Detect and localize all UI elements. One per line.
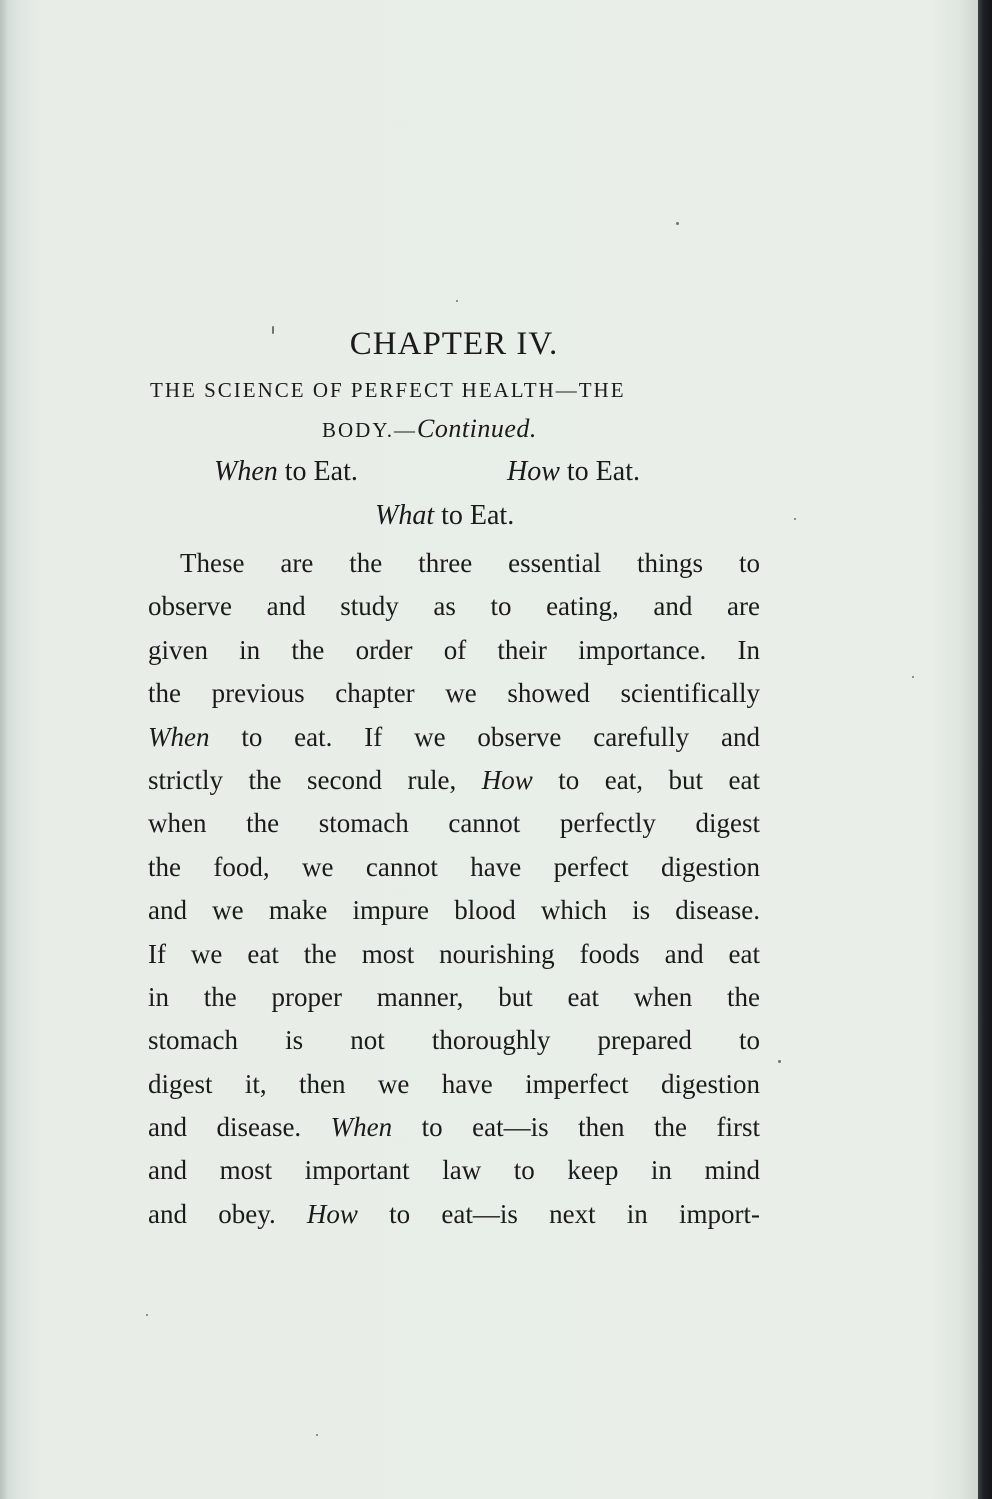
heading-how-rest: to Eat. xyxy=(559,456,640,487)
text-run: to eat—is then the first xyxy=(392,1112,760,1143)
heading-how-emphasis: How xyxy=(507,456,560,487)
text-run: to eat. If we observe carefully and xyxy=(209,721,760,752)
heading-when-emphasis: When xyxy=(214,456,278,487)
ink-speck xyxy=(676,222,679,225)
text-line: stomach is not thoroughly prepared to xyxy=(148,1025,760,1056)
heading-when-to-eat xyxy=(214,456,358,488)
emphasis-word: When xyxy=(148,721,210,752)
emphasis-word: How xyxy=(306,1198,358,1229)
text-run: to eat—is next in import- xyxy=(357,1198,761,1229)
text-line: and we make impure blood which is disease. xyxy=(148,895,760,926)
subtitle-prefix: BODY.— xyxy=(322,418,418,442)
text-line: the previous chapter we showed scientifically xyxy=(148,678,760,709)
ink-speck xyxy=(146,1314,148,1316)
text-line xyxy=(148,716,760,759)
page-gutter-shadow xyxy=(0,0,8,1499)
text-line: These are the three essential things to xyxy=(180,548,760,578)
text-run: to eat, but eat xyxy=(532,764,760,795)
text-line xyxy=(148,1193,760,1236)
text-line: If we eat the most nourishing foods and eat xyxy=(148,938,760,969)
heading-how-to-eat xyxy=(507,456,640,488)
emphasis-word: When xyxy=(330,1112,393,1143)
heading-what-rest: to Eat. xyxy=(434,500,515,531)
ink-speck xyxy=(912,676,914,678)
heading-what-emphasis: What xyxy=(375,500,435,531)
ink-speck xyxy=(794,518,796,520)
emphasis-word: How xyxy=(481,764,533,795)
body-paragraph xyxy=(148,542,760,1236)
chapter-title: CHAPTER IV. xyxy=(349,326,559,362)
chapter-subtitle-line-2 xyxy=(322,414,537,444)
ink-speck xyxy=(316,1434,318,1436)
text-line: given in the order of their importance. In xyxy=(148,634,760,665)
book-cover-edge xyxy=(978,0,992,1499)
heading-what-to-eat xyxy=(375,500,514,532)
text-run: and obey. xyxy=(148,1198,307,1229)
chapter-subtitle-line-1: THE SCIENCE OF PERFECT HEALTH—THE xyxy=(150,378,626,402)
text-line: when the stomach cannot perfectly digest xyxy=(148,808,760,839)
text-line: observe and study as to eating, and are xyxy=(148,591,760,622)
text-run: strictly the second rule, xyxy=(148,764,482,795)
text-line: and most important law to keep in mind xyxy=(148,1155,760,1186)
text-run: and disease. xyxy=(148,1112,331,1143)
text-line: in the proper manner, but eat when the xyxy=(148,981,760,1012)
text-line: the food, we cannot have perfect digestion xyxy=(148,851,760,882)
heading-when-rest: to Eat. xyxy=(277,456,358,487)
subtitle-continued: Continued. xyxy=(417,414,537,443)
text-line xyxy=(148,759,760,802)
text-line: digest it, then we have imperfect digestion xyxy=(148,1068,760,1099)
ink-speck xyxy=(778,1060,781,1063)
text-line xyxy=(148,1106,760,1149)
ink-speck xyxy=(456,300,458,302)
